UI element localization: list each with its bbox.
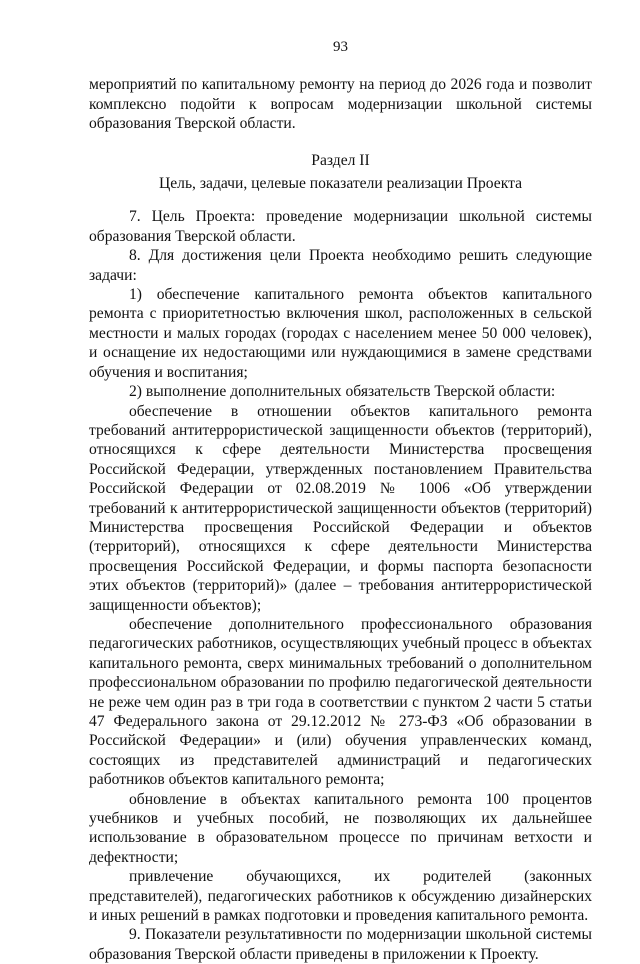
paragraph-training: обеспечение дополнительного профессионального образования педагогических работников, осуществляющих учебный процесс в объектах капитального ремонта, сверх минимальных требований о дополнительном профессиональном образовании по профилю педагогической деятельности не реже чем один раз в три года в соответствии с пунктом 2 части 5 статьи 47 Федерального закона от 29.12.2012 № 273-ФЗ «Об образовании в Российской Федерации» и (или) обучения управленческих команд, состоящих из представителей администраций и педагогических работников объектов капитального ремонта; bbox=[89, 615, 592, 789]
paragraph-involvement: привлечение обучающихся, их родителей (законных представителей), педагогических работников к обсуждению дизайнерских и иных решений в рамках подготовки и проведения капитального ремонта. bbox=[89, 868, 592, 925]
paragraph-task-1: 1) обеспечение капитального ремонта объектов капитального ремонта с приоритетностью включения школ, расположенных в сельской местности и малых городах (городах с населением менее 50 000 человек), и оснащение их недостающими или нуждающимися в замене средствами обучения и воспитания; bbox=[89, 286, 592, 381]
paragraph-task-2: 2) выполнение дополнительных обязательств Тверской области: bbox=[129, 383, 556, 401]
paragraph-goal: 7. Цель Проекта: проведение модернизации школьной системы образования Тверской области. bbox=[89, 208, 592, 245]
continuation-paragraph: мероприятий по капитальному ремонту на период до 2026 года и позволит комплексно подойти к вопросам модернизации школьной системы образования Тверской области. bbox=[89, 76, 592, 133]
paragraph-antiterror: обеспечение в отношении объектов капитального ремонта требований антитеррористической защищенности объектов (территорий), относящихся к сфере деятельности Министерства просвещения Российской Федерации, утвержденных постановлением Правительства Российской Федерации от 02.08.2019 № 1006 «Об утверждении требований к антитеррористической защищенности объектов (территорий) Министерства просвещения Российской Федерации и объектов (территорий), относящихся к сфере деятельности Министерства просвещения Российской Федерации, и формы паспорта безопасности этих объектов (территорий)» (далее – требования антитеррористической защищенности объектов); bbox=[89, 402, 592, 614]
document-page bbox=[89, 38, 592, 964]
paragraph-tasks-intro: 8. Для достижения цели Проекта необходимо решить следующие задачи: bbox=[89, 247, 592, 284]
section-label: Раздел II bbox=[311, 151, 370, 169]
section-title: Цель, задачи, целевые показатели реализации Проекта bbox=[158, 175, 522, 193]
page-number: 93 bbox=[333, 39, 348, 55]
paragraph-textbooks: обновление в объектах капитального ремонта 100 процентов учебников и учебных пособий, не позволяющих их дальнейшее использование в образовательном процессе по причинам ветхости и дефектности; bbox=[89, 790, 592, 866]
paragraph-indicators: 9. Показатели результативности по модернизации школьной системы образования Тверской области приведены в приложении к Проекту. bbox=[89, 926, 592, 963]
